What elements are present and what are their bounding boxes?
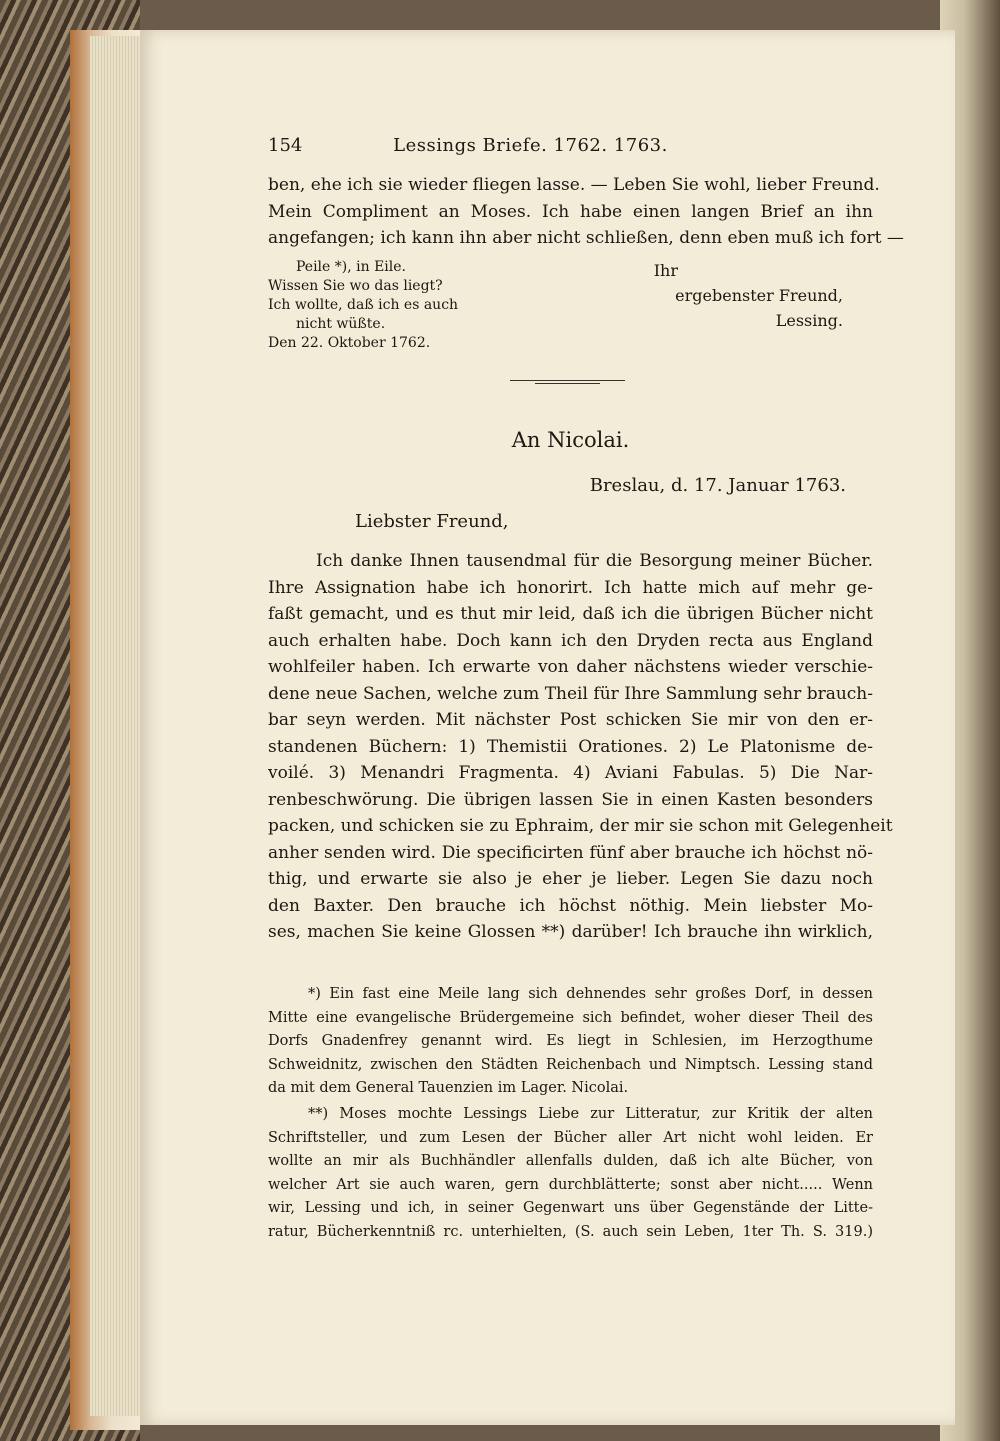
postscript-line: Peile *), in Eile. [296, 259, 406, 275]
section-divider [535, 383, 600, 384]
footnote-line: da mit dem General Tauenzien im Lager. Nicolai. [268, 1080, 629, 1096]
closing [653, 258, 843, 333]
text-line: auch erhalten habe. Doch kann ich den Dryden recta aus England [268, 630, 873, 651]
text-line: Ihre Assignation habe ich honorirt. Ich hatte mich auf mehr ge- [268, 577, 873, 598]
text-line: packen, und schicken sie zu Ephraim, der mir sie schon mit Gelegenheit [268, 816, 893, 836]
text-line: Mein Compliment an Moses. Ich habe einen langen Brief an ihn [268, 201, 873, 222]
footnote-line: Dorfs Gnadenfrey genannt wird. Es liegt in Schlesien, im Herzogthume [268, 1033, 873, 1049]
postscript-line: Wissen Sie wo das liegt? [268, 278, 443, 294]
text-line: renbeschwörung. Die übrigen lassen Sie in einen Kasten besonders [268, 789, 873, 810]
section-divider [510, 380, 625, 381]
text-line: thig, und erwarte sie also je eher je lieber. Legen Sie dazu noch [268, 869, 873, 889]
text-line: den Baxter. Den brauche ich höchst nöthig. Mein liebster Mo- [268, 895, 873, 916]
footnote-line: **) Moses mochte Lessings Liebe zur Litteratur, zur Kritik der alten [308, 1106, 873, 1122]
footnote-line: ratur, Bücherkenntniß rc. unterhielten, (S. auch sein Leben, 1ter Th. S. 319.) [268, 1223, 873, 1240]
text-line: ben, ehe ich sie wieder fliegen lasse. — Leben Sie wohl, lieber Freund. [268, 175, 880, 195]
top-paragraph [268, 172, 904, 252]
footnote-line: wir, Lessing und ich, in seiner Gegenwart uns über Gegenstände der Litte- [268, 1200, 873, 1216]
closing-phrase: ergebenster Freund, [675, 286, 843, 305]
letter-date: Den 22. Oktober 1762. [268, 335, 431, 351]
text-line: ses, machen Sie keine Glossen **) darüber! Ich brauche ihn wirklich, [268, 922, 873, 942]
text-line: voilé. 3) Menandri Fragmenta. 4) Aviani Fabulas. 5) Die Nar- [268, 763, 873, 783]
text-line: angefangen; ich kann ihn aber nicht schließen, denn eben muß ich fort — [268, 228, 904, 248]
text-line: wohlfeiler haben. Ich erwarte von daher nächstens wieder verschie- [268, 657, 873, 677]
postscript [268, 258, 458, 353]
text-line: anher senden wird. Die specificirten fünf aber brauche ich höchst nö- [268, 842, 873, 863]
text-line: faßt gemacht, und es thut mir leid, daß ich die übrigen Bücher nicht [268, 604, 873, 624]
signature-name: Lessing. [775, 311, 843, 330]
closing-ihr: Ihr [653, 261, 678, 280]
page-header [268, 130, 873, 160]
footnote-line: *) Ein fast eine Meile lang sich dehnendes sehr großes Dorf, in dessen [308, 986, 873, 1002]
letter-dateline: Breslau, d. 17. Januar 1763. [589, 475, 846, 496]
letter-addressee: An Nicolai. [511, 428, 630, 452]
footnote-line: Schweidnitz, zwischen den Städten Reichenbach und Nimptsch. Lessing stand [268, 1056, 873, 1073]
postscript-line: Ich wollte, daß ich es auch [268, 297, 459, 313]
text-line: standenen Büchern: 1) Themistii Orationes. 2) Le Platonisme de- [268, 736, 873, 757]
footnote-line: welcher Art sie auch waren, gern durchblätterte; sonst aber nicht..... Wenn [268, 1176, 873, 1193]
footnote-line: Schriftsteller, und zum Lesen der Bücher aller Art nicht wohl leiden. Er [268, 1129, 873, 1146]
text-line: dene neue Sachen, welche zum Theil für Ihre Sammlung sehr brauch- [268, 683, 873, 704]
postscript-line: nicht wüßte. [296, 316, 386, 332]
letter-body [268, 548, 893, 946]
footnote-2 [268, 1103, 873, 1244]
text-line: Ich danke Ihnen tausendmal für die Besorgung meiner Bücher. [316, 551, 873, 571]
page-number: 154 [268, 134, 303, 156]
signature-block [268, 258, 873, 358]
footnote-line: Mitte eine evangelische Brüdergemeine sich befindet, woher dieser Theil des [268, 1009, 873, 1026]
footnote-line: wollte an mir als Buchhändler allenfalls dulden, daß ich alte Bücher, von [268, 1153, 873, 1169]
letter-salutation: Liebster Freund, [355, 511, 509, 532]
text-line: bar seyn werden. Mit nächster Post schicken Sie mir von den er- [268, 710, 873, 730]
footnote-1 [268, 983, 873, 1101]
running-title: Lessings Briefe. 1762. 1763. [393, 134, 668, 156]
